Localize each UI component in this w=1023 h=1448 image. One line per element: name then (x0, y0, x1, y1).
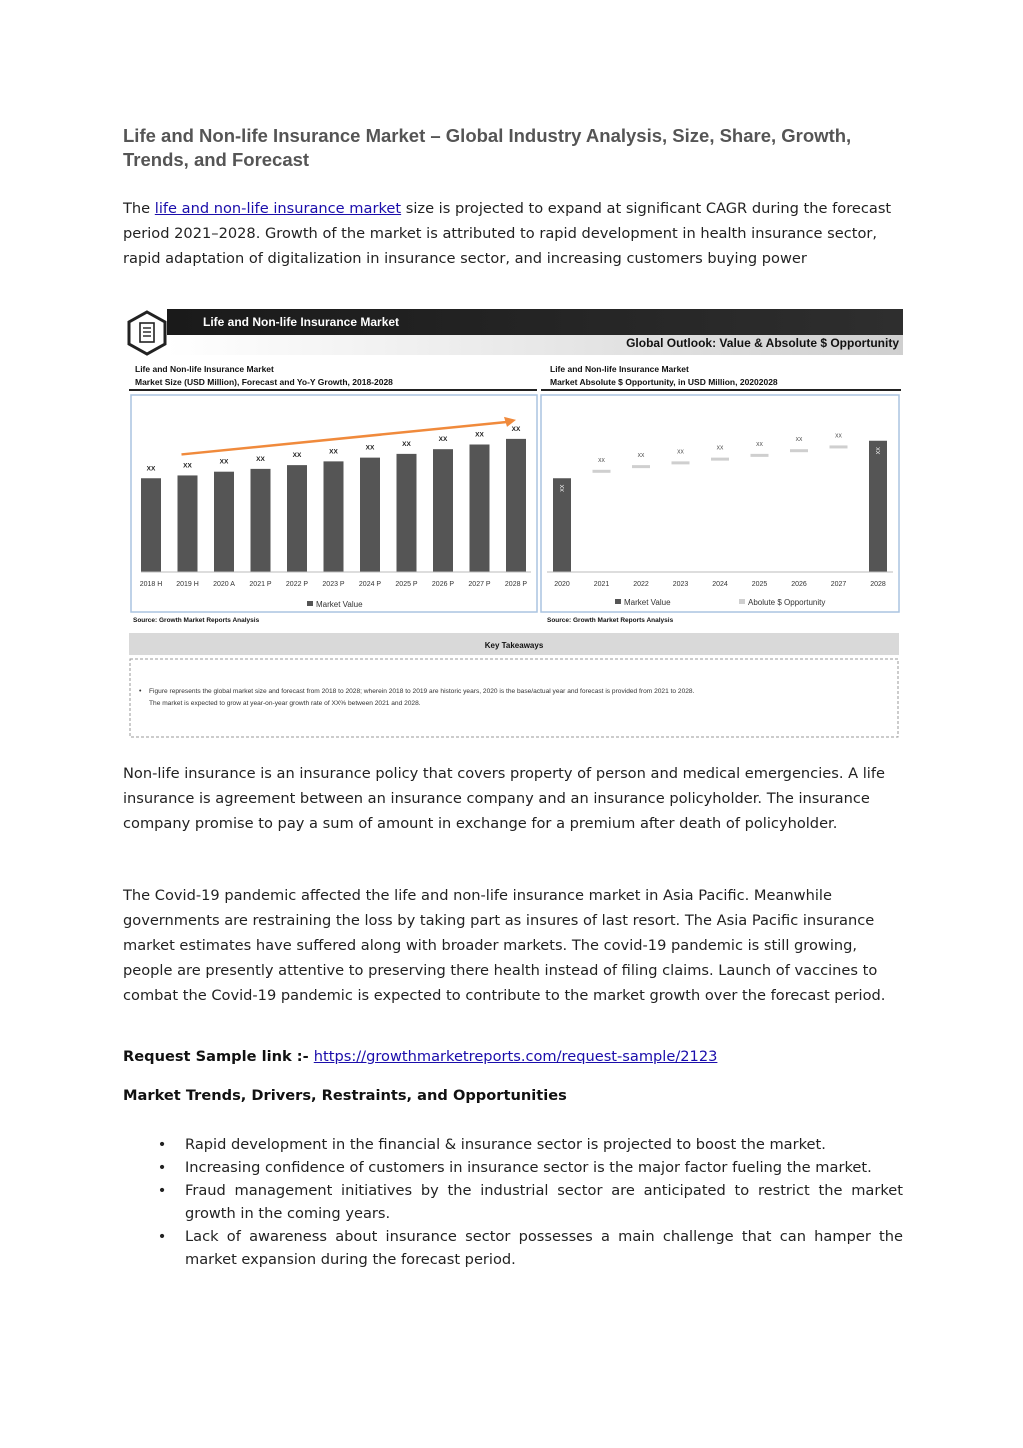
takeaways-box (130, 659, 898, 737)
market-size-bar (397, 454, 417, 572)
opportunity-tick-label: 2020 (554, 581, 570, 588)
market-size-tick-label: 2024 P (358, 581, 382, 588)
trend-bullet-item (123, 1133, 903, 1156)
opportunity-data-label: XX (598, 457, 605, 464)
bullet-dot: • (157, 1136, 167, 1153)
market-size-tick-label: 2019 H (176, 581, 199, 588)
market-size-tick-label: 2018 H (139, 581, 163, 588)
opportunity-tick-label: 2028 (870, 581, 886, 588)
right-chart-subtitle: Market Absolute $ Opportunity, in USD Million, 20202028 (550, 377, 778, 387)
market-size-data-label: XX (402, 440, 411, 448)
request-sample-link[interactable]: https://growthmarketreports.com/request-sample/2123 (313, 1048, 718, 1065)
market-size-tick-label: 2022 P (285, 581, 309, 588)
opportunity-data-label: XX (560, 484, 566, 492)
market-size-tick-label: 2025 P (395, 581, 418, 588)
right-chart-title: Life and Non-life Insurance Market (550, 364, 689, 374)
trend-bullet-item (123, 1179, 903, 1225)
market-size-bar (470, 445, 490, 573)
market-size-bar (141, 478, 161, 572)
left-chart-title: Life and Non-life Insurance Market (135, 364, 274, 374)
legend-opportunity-swatch (739, 599, 745, 604)
legend-market-value-label: Market Value (316, 600, 363, 609)
market-size-chart (140, 417, 531, 588)
legend-opportunity-label: Abolute $ Opportunity (748, 598, 826, 607)
trends-heading: Market Trends, Drivers, Restraints, and Opportunities (123, 1087, 567, 1104)
market-infographic (127, 309, 903, 741)
trend-bullet-text: Increasing confidence of customers in insurance sector is the major factor fueling the market. (185, 1159, 872, 1176)
market-size-data-label: XX (329, 448, 338, 456)
legend-right-market-value-label: Market Value (624, 598, 671, 607)
right-chart-frame (541, 395, 899, 612)
left-chart-subtitle: Market Size (USD Million), Forecast and Yo-Y Growth, 2018-2028 (135, 377, 393, 387)
opportunity-increment-bar (711, 458, 729, 461)
market-size-data-label: XX (475, 431, 484, 439)
opportunity-data-label: XX (756, 441, 763, 448)
legend-market-value-swatch (307, 601, 313, 606)
market-size-data-label: XX (183, 462, 192, 470)
opportunity-market-value-bar (869, 441, 887, 572)
left-source-note: Source: Growth Market Reports Analysis (133, 617, 260, 624)
opportunity-increment-bar (830, 445, 848, 448)
opportunity-data-label: XX (677, 449, 684, 456)
opportunity-tick-label: 2026 (791, 581, 807, 588)
opportunity-increment-bar (751, 454, 769, 457)
market-size-tick-label: 2020 A (213, 581, 235, 588)
market-size-tick-label: 2028 P (504, 581, 528, 588)
market-link[interactable]: life and non-life insurance market (154, 200, 402, 217)
opportunity-data-label: XX (876, 447, 882, 455)
opportunity-increment-bar (790, 449, 808, 452)
takeaway-bullet: • (139, 688, 142, 695)
opportunity-tick-label: 2023 (672, 581, 689, 588)
paragraph-non-life-definition: Non-life insurance is an insurance policy that covers property of person and medical emergencies. A life insurance is agreement between an insurance company and an insurance policyholder. The insurance company promise to pay a sum of amount in exchange for a premium after death of policyholder. (123, 765, 885, 832)
opportunity-tick-label: 2022 (633, 581, 649, 588)
right-source-note: Source: Growth Market Reports Analysis (547, 617, 674, 624)
opportunity-tick-label: 2024 (712, 581, 728, 588)
market-size-bar (324, 461, 344, 572)
document-icon (129, 312, 165, 354)
market-size-data-label: XX (146, 465, 156, 473)
growth-trend-arrow (182, 422, 509, 455)
intro-paragraph (123, 196, 903, 271)
intro-prefix: The (123, 200, 155, 217)
trend-bullet-item (123, 1156, 903, 1179)
opportunity-tick-label: 2021 (593, 581, 610, 588)
trend-bullet-item (123, 1225, 903, 1271)
market-size-tick-label: 2027 P (468, 581, 491, 588)
infographic-header-title: Life and Non-life Insurance Market (203, 315, 400, 329)
market-size-data-label: XX (219, 458, 229, 466)
request-sample-line (123, 1046, 717, 1068)
market-size-tick-label: 2023 P (322, 581, 345, 588)
market-size-bar (251, 469, 271, 572)
market-size-data-label: XX (365, 444, 375, 452)
market-size-bar (433, 449, 453, 572)
market-size-bar (360, 458, 380, 572)
page-title: Life and Non-life Insurance Market – Global Industry Analysis, Size, Share, Growth, Trends, and Forecast (123, 125, 852, 170)
opportunity-data-label: XX (637, 453, 645, 460)
trend-bullet-text: Lack of awareness about insurance sector possesses a main challenge that can hamper the market expansion during the forecast period. (185, 1228, 903, 1268)
market-size-data-label: XX (438, 436, 448, 444)
opportunity-increment-bar (593, 470, 611, 473)
opportunity-tick-label: 2027 (830, 581, 847, 588)
market-size-bar (287, 465, 307, 572)
paragraph-covid-impact: The Covid-19 pandemic affected the life and non-life insurance market in Asia Pacific. Meanwhile governments are restraining the loss by taking part as insures of last resort. The Asia Pacific insurance market estimates have suffered along with broader markets. The covid-19 pandemic is still growing, people are presently attentive to preserving there health instead of filing claims. Launch of vaccines to combat the Covid-19 pandemic is expected to contribute to the market growth over the forecast period. (123, 887, 886, 1004)
trend-bullet-text: Fraud management initiatives by the industrial sector are anticipated to restrict the market growth in the coming years. (185, 1182, 903, 1222)
bullet-dot: • (157, 1159, 167, 1176)
intro-suffix: size is projected to expand at significant CAGR during the forecast period 2021–2028. Growth of the market is attributed to rapid development in health insurance sector, rapid adaptation of digitalization in insurance sector, and increasing customers buying power (123, 200, 892, 267)
takeaway-line-1: Figure represents the global market size and forecast from 2018 to 2028; wherein 2018 to 2019 are historic years, 2020 is the base/actual year and forecast is provided from 2021 to 2028. (149, 688, 695, 695)
bullet-dot: • (157, 1182, 167, 1199)
legend-right-market-value-swatch (615, 599, 621, 604)
market-size-bar (178, 475, 198, 572)
market-size-data-label: XX (511, 425, 521, 433)
trends-bullet-list (123, 1133, 903, 1271)
key-takeaways-heading: Key Takeaways (484, 641, 544, 650)
request-sample-label: Request Sample link :- (123, 1048, 314, 1065)
market-size-bar (214, 472, 234, 572)
opportunity-data-label: XX (795, 437, 803, 444)
opportunity-data-label: XX (716, 445, 724, 452)
market-size-data-label: XX (256, 455, 265, 463)
bullet-dot: • (157, 1228, 167, 1245)
market-size-tick-label: 2021 P (249, 581, 272, 588)
absolute-opportunity-chart (547, 433, 893, 588)
market-size-tick-label: 2026 P (431, 581, 455, 588)
market-size-data-label: XX (292, 452, 302, 460)
opportunity-tick-label: 2025 (751, 581, 768, 588)
takeaway-line-2: The market is expected to grow at year-on-year growth rate of XX% between 2021 and 2028. (149, 700, 421, 707)
market-size-bar (506, 439, 526, 572)
infographic-subheader: Global Outlook: Value & Absolute $ Opportunity (626, 336, 899, 350)
opportunity-data-label: XX (835, 433, 842, 440)
trend-bullet-text: Rapid development in the financial & insurance sector is projected to boost the market. (185, 1136, 826, 1153)
opportunity-increment-bar (672, 461, 690, 464)
opportunity-increment-bar (632, 465, 650, 468)
